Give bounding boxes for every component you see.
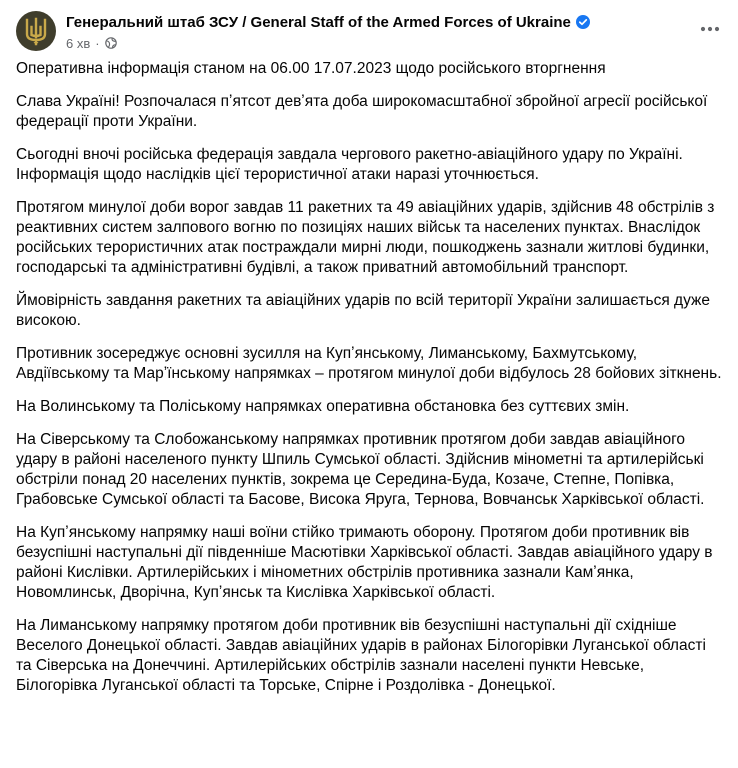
post-paragraph: На Лиманському напрямку протягом доби противник вів безуспішні наступальні дії східніше Веселого Донецької області. Завдав авіаційних ударів в районах Білогорівки Луганської області та Сіверська на Донеччині. Артилерійських обстрілів зазнали населені пункти Невське, Білогорівка Луганської області та Торське, Спірне і Роздолівка - Донецької. bbox=[16, 617, 706, 694]
verified-badge-icon bbox=[576, 15, 590, 29]
page-name-link[interactable]: Генеральний штаб ЗСУ / General Staff of the Armed Forces of Ukraine bbox=[66, 13, 571, 31]
post-paragraph: Протягом минулої доби ворог завдав 11 ракетних та 49 авіаційних ударів, здійснив 48 обстрілів з реактивних систем залпового вогню по позиціях наших військ та населених пунктах. Внаслідок російських терористичних атак постраждали мирні люди, пошкоджень зазнали житлові будинки, господарські та адміністративні будівлі, а також приватний автомобільний транспорт. bbox=[16, 199, 715, 276]
post-paragraph: Сьогодні вночі російська федерація завдала чергового ракетно-авіаційного удару по Україні. Інформація щодо наслідків цієї терористичної атаки наразі уточнюється. bbox=[16, 146, 683, 183]
post-paragraph: Слава Україні! Розпочалася пʼятсот девʼята доба широкомасштабної збройної агресії російської федерації проти України. bbox=[16, 93, 708, 130]
post-paragraph: На Купʼянському напрямку наші воїни стійко тримають оборону. Протягом доби противник вів безуспішні наступальні дії південніше Масютівки Харківської області. Завдав авіаційного удару в районі Кислівки. Артилерійських і мінометних обстрілів противника зазнали Камʼянка, Новомлинськ, Дворічна, Купʼянськ та Кислівка Харківської області. bbox=[16, 524, 713, 601]
post-paragraph: На Волинському та Поліському напрямках оперативна обстановка без суттєвих змін. bbox=[16, 398, 630, 415]
globe-icon[interactable] bbox=[105, 37, 117, 49]
more-options-button[interactable] bbox=[692, 11, 728, 47]
post-timestamp-link[interactable]: 6 хв bbox=[66, 35, 91, 51]
tryzub-emblem-icon bbox=[23, 16, 49, 46]
post-meta bbox=[66, 35, 117, 51]
page-avatar[interactable] bbox=[16, 11, 56, 51]
post-text bbox=[16, 59, 722, 709]
meta-separator: · bbox=[95, 35, 100, 51]
post-paragraph: Ймовірність завдання ракетних та авіаційних ударів по всій території України залишається дуже високою. bbox=[16, 292, 710, 329]
post-paragraph: Оперативна інформація станом на 06.00 17.07.2023 щодо російського вторгнення bbox=[16, 60, 606, 77]
more-options-icon bbox=[700, 26, 720, 32]
post-header bbox=[16, 11, 722, 55]
post-paragraph: На Сіверському та Слобожанському напрямках противник протягом доби завдав авіаційного удару в районі населеного пункту Шпиль Сумської області. Здійснив мінометні та артилерійські обстріли понад 20 населених пунктів, зокрема це Середина-Буда, Козаче, Степне, Попівка, Грабовське Сумської області та Басове, Висока Яруга, Тернова, Вовчанськ Харківської області. bbox=[16, 431, 705, 508]
post-paragraph: Противник зосереджує основні зусилля на Купʼянському, Лиманському, Бахмутському, Авдіївському та Марʼїнському напрямках – протягом минулої доби відбулось 28 бойових зіткнень. bbox=[16, 345, 722, 382]
